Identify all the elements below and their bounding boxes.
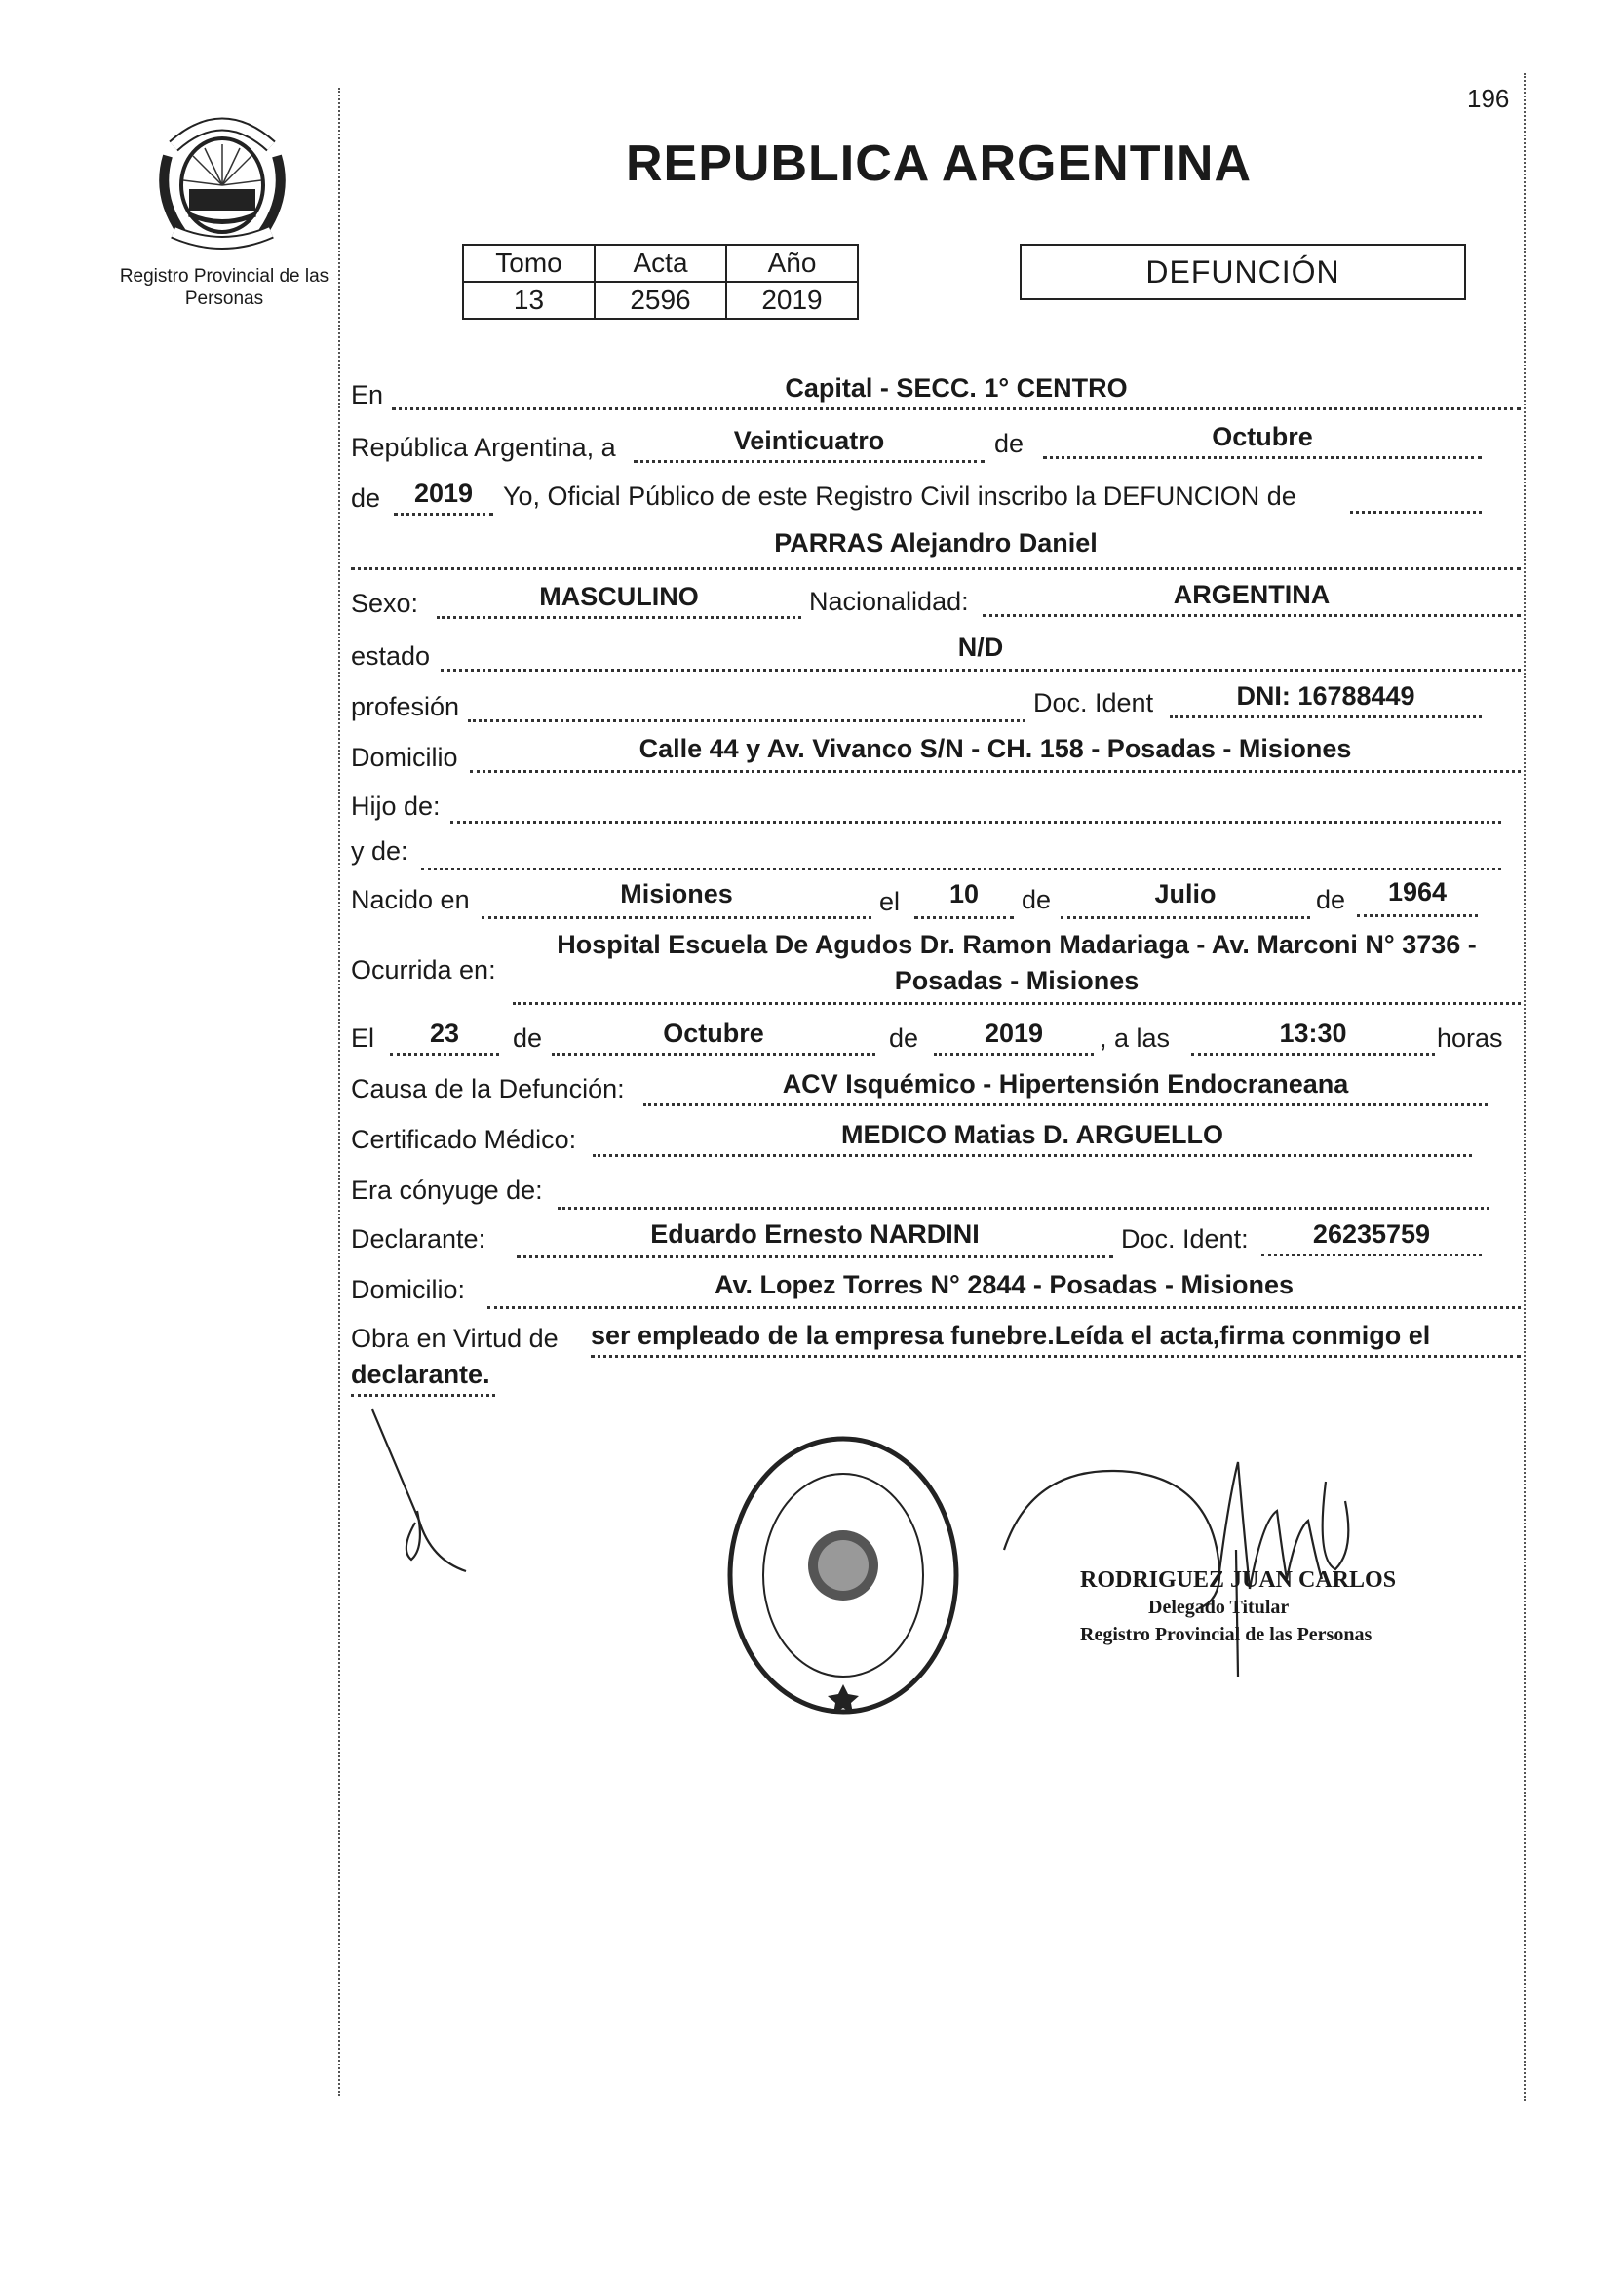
value-dia-texto: Veinticuatro: [733, 426, 885, 455]
label-nacido-en: Nacido en: [351, 885, 470, 914]
fill-yo-tail: [1350, 478, 1482, 514]
value-certificado: MEDICO Matias D. ARGUELLO: [840, 1120, 1224, 1149]
label-domicilio: Domicilio: [351, 743, 458, 772]
label-certificado: Certificado Médico:: [351, 1125, 577, 1154]
registry-name: Registro Provincial de las Personas: [119, 266, 329, 309]
record-header-acta: Acta: [595, 245, 726, 282]
record-header-anio: Año: [726, 245, 858, 282]
label-declarante: Declarante:: [351, 1224, 486, 1254]
value-sexo: MASCULINO: [539, 582, 699, 611]
declarant-signature: [361, 1404, 478, 1584]
signatory-title: Delegado Titular: [1148, 1597, 1290, 1618]
label-en: En: [351, 380, 384, 409]
label-de-5: de: [513, 1023, 543, 1053]
value-obra: ser empleado de la empresa funebre.Leída el acta,firma conmigo el: [591, 1321, 1431, 1350]
label-obra: Obra en Virtud de: [351, 1324, 559, 1353]
record-header-tomo: Tomo: [463, 245, 595, 282]
value-fallec-dia: 23: [429, 1019, 460, 1048]
value-nacido-mes: Julio: [1154, 879, 1217, 908]
label-hijo-de: Hijo de:: [351, 791, 441, 821]
label-a-las: , a las: [1100, 1023, 1171, 1053]
label-de-1: de: [994, 429, 1025, 458]
label-doc-ident-2: Doc. Ident:: [1121, 1224, 1249, 1254]
label-yo-text: Yo, Oficial Público de este Registro Civil inscribo la DEFUNCION de: [503, 482, 1296, 511]
document-title: REPUBLICA ARGENTINA: [626, 135, 1253, 192]
fill-conyuge: [558, 1174, 1489, 1210]
label-de-6: de: [889, 1023, 919, 1053]
value-ocurrida-linea2: Posadas - Misiones: [894, 966, 1140, 995]
fill-profesion: [468, 686, 1025, 722]
record-value-acta: 2596: [595, 282, 726, 319]
province-seal-logo: [154, 107, 290, 253]
document-type-box: DEFUNCIÓN: [1020, 244, 1466, 300]
signatory-name: RODRIGUEZ JUAN CARLOS: [1080, 1567, 1397, 1593]
left-margin-line: [338, 88, 340, 2096]
right-margin-line: [1524, 73, 1526, 2101]
value-causa: ACV Isquémico - Hipertensión Endocraneana: [782, 1069, 1349, 1099]
value-mes-texto: Octubre: [1212, 422, 1313, 451]
label-nacionalidad: Nacionalidad:: [809, 587, 969, 616]
signatory-org: Registro Provincial de las Personas: [1080, 1624, 1373, 1645]
value-declarante: Eduardo Ernesto NARDINI: [650, 1219, 980, 1249]
fill-y-de: [421, 834, 1501, 870]
label-de-2: de: [351, 483, 381, 513]
label-domicilio-2: Domicilio:: [351, 1275, 466, 1304]
label-profesion: profesión: [351, 692, 460, 721]
record-value-anio: 2019: [726, 282, 858, 319]
value-fallec-hora: 13:30: [1279, 1019, 1347, 1048]
label-conyuge: Era cónyuge de:: [351, 1176, 543, 1205]
label-el-cap: El: [351, 1023, 375, 1053]
label-ocurrida-en: Ocurrida en:: [351, 955, 496, 984]
value-anio: 2019: [413, 479, 474, 508]
record-value-tomo: 13: [463, 282, 595, 319]
label-republica: República Argentina, a: [351, 433, 616, 462]
fill-hijo-de: [450, 788, 1501, 824]
value-fallec-mes: Octubre: [663, 1019, 764, 1048]
label-causa: Causa de la Defunción:: [351, 1074, 625, 1103]
value-declarante-doc: 26235759: [1312, 1219, 1431, 1249]
value-estado: N/D: [957, 633, 1004, 662]
value-domicilio: Calle 44 y Av. Vivanco S/N - CH. 158 - Posadas - Misiones: [638, 734, 1352, 763]
value-nacido-dia: 10: [948, 879, 980, 908]
value-nombre: PARRAS Alejandro Daniel: [774, 528, 1098, 558]
value-fallec-anio: 2019: [984, 1019, 1044, 1048]
value-lugar: Capital - SECC. 1° CENTRO: [785, 373, 1128, 403]
label-el: el: [879, 887, 901, 916]
label-de-3: de: [1022, 885, 1052, 914]
value-nacido-lugar: Misiones: [620, 879, 733, 908]
value-nacido-anio: 1964: [1387, 877, 1448, 907]
value-obra-2: declarante.: [351, 1360, 490, 1389]
page-number: 196: [1467, 84, 1510, 113]
label-doc-ident: Doc. Ident: [1033, 688, 1154, 717]
label-horas: horas: [1437, 1023, 1503, 1053]
value-dni: DNI: 16788449: [1236, 681, 1415, 711]
label-y-de: y de:: [351, 836, 408, 866]
value-nacionalidad: ARGENTINA: [1173, 580, 1331, 609]
value-ocurrida-linea1: Hospital Escuela De Agudos Dr. Ramon Madariaga - Av. Marconi N° 3736 -: [557, 930, 1477, 959]
label-estado: estado: [351, 641, 431, 671]
label-sexo: Sexo:: [351, 589, 419, 618]
official-stamp: [721, 1429, 965, 1726]
value-declarante-domicilio: Av. Lopez Torres N° 2844 - Posadas - Misiones: [715, 1270, 1294, 1299]
record-table: [462, 244, 859, 320]
label-de-4: de: [1316, 885, 1346, 914]
